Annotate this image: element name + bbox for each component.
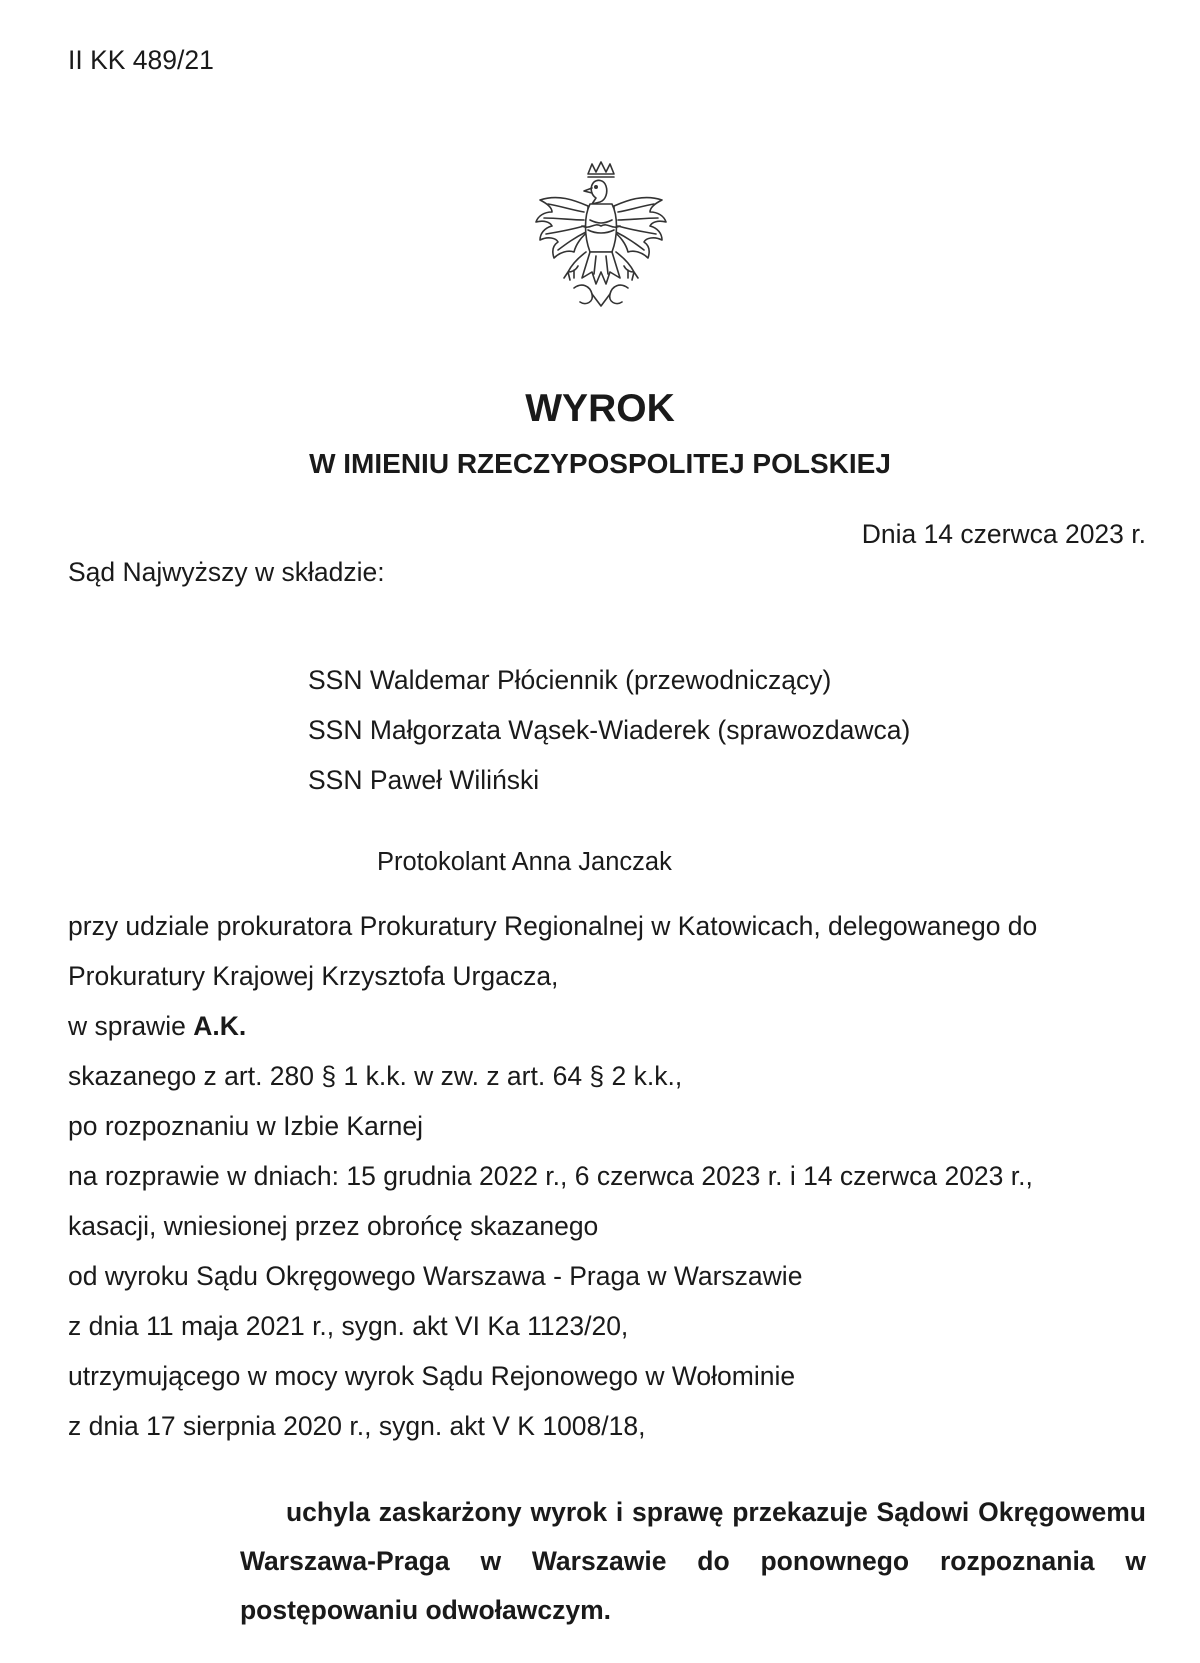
- judgment-date: Dnia 14 czerwca 2023 r.: [861, 519, 1146, 549]
- prosecutor-line: przy udziale prokuratora Prokuratury Regionalnej w Katowicach, delegowanego do: [68, 911, 1038, 941]
- case-number: II KK 489/21: [68, 45, 214, 75]
- case-line: [68, 1010, 246, 1042]
- court-composition-intro: Sąd Najwyższy w składzie:: [68, 557, 385, 587]
- document-subtitle: W IMIENIU RZECZYPOSPOLITEJ POLSKIEJ: [309, 448, 891, 479]
- body-line: utrzymującego w mocy wyrok Sądu Rejonowego w Wołominie: [68, 1361, 796, 1391]
- body-line: z dnia 11 maja 2021 r., sygn. akt VI Ka 1123/20,: [68, 1311, 629, 1341]
- body-line: od wyroku Sądu Okręgowego Warszawa - Praga w Warszawie: [68, 1261, 803, 1291]
- defendant-name: A.K.: [193, 1011, 247, 1041]
- verdict-operative-part: [240, 1488, 1146, 1635]
- body-line: kasacji, wniesionej przez obrońcę skazanego: [68, 1211, 599, 1241]
- polish-eagle-emblem-icon: [530, 160, 672, 312]
- panel-member: SSN Paweł Wiliński: [308, 765, 540, 795]
- document-title: WYROK: [525, 387, 675, 430]
- prosecutor-line: Prokuratury Krajowej Krzysztofa Urgacza,: [68, 961, 559, 991]
- panel-member-presiding: SSN Waldemar Płóciennik (przewodniczący): [308, 665, 832, 695]
- case-prefix: w sprawie: [68, 1011, 194, 1041]
- body-line: skazanego z art. 280 § 1 k.k. w zw. z art. 64 § 2 k.k.,: [68, 1061, 683, 1091]
- panel-member-rapporteur: SSN Małgorzata Wąsek-Wiaderek (sprawozdawca): [308, 715, 911, 745]
- body-line: na rozprawie w dniach: 15 grudnia 2022 r., 6 czerwca 2023 r. i 14 czerwca 2023 r.,: [68, 1161, 1033, 1191]
- court-clerk: Protokolant Anna Janczak: [377, 848, 672, 876]
- verdict-text: uchyla zaskarżony wyrok i sprawę przekazuje Sądowi Okręgowemu Warszawa-Praga w Warszawie do ponownego rozpoznania w postępowaniu odwoławczym.: [240, 1497, 1146, 1625]
- body-line: z dnia 17 sierpnia 2020 r., sygn. akt V K 1008/18,: [68, 1411, 646, 1441]
- body-line: po rozpoznaniu w Izbie Karnej: [68, 1111, 424, 1141]
